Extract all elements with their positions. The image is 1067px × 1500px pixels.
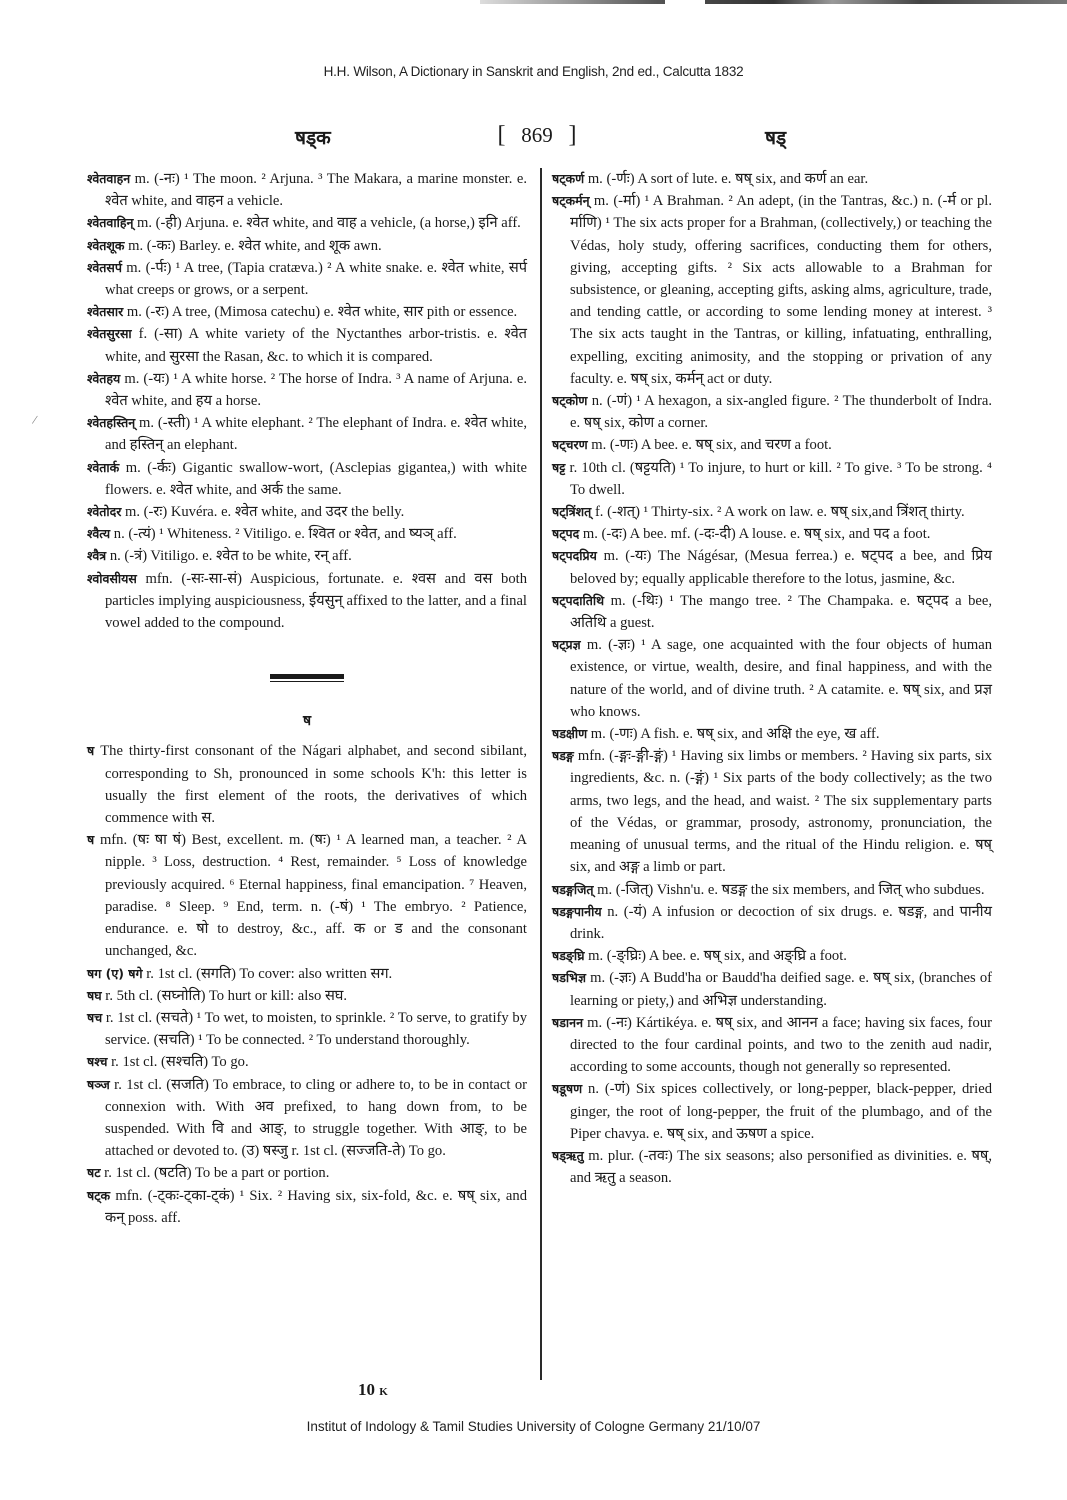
entry-headword: षट्त्रिंशत्: [552, 504, 592, 520]
entry-definition: n. (-त्रं) Vitiligo. e. श्वेत to be white, रन् aff.: [106, 548, 352, 565]
running-head-right: षड्: [765, 127, 787, 149]
dictionary-entry: [87, 1074, 527, 1163]
entry-definition: r. 1st cl. (सजति) To embrace, to cling or adhere to, to be in contact or connexion with. With अव prefixed, to hang down from, to be suspended. With वि and आङ्, to struggle together. With आङ्, to be attached or devoted to. (उ) षस्जु r. 1st cl. (सज्जति-ते) To go.: [105, 1076, 527, 1160]
bracket-open: [: [497, 122, 506, 148]
entry-definition: m. (-णः) A bee. e. षष् six, and चरण a foot.: [587, 437, 832, 454]
entry-headword: षडक्षीण: [552, 726, 588, 742]
entry-headword: श्वोवसीयस: [87, 570, 137, 586]
entry-definition: m. (-रः) A tree, (Mimosa catechu) e. श्वेत white, सार pith or essence.: [123, 304, 518, 321]
entry-headword: षघ: [87, 987, 102, 1003]
signature-number: 10: [358, 1380, 375, 1399]
dictionary-entry: [552, 545, 992, 589]
scan-edge-shadow: [480, 0, 1067, 4]
dictionary-entry: [87, 257, 527, 301]
entry-headword: षट्चरण: [552, 437, 588, 453]
dictionary-entry: [552, 457, 992, 501]
entry-headword: षच: [87, 1009, 103, 1025]
entry-definition: n. (-णं) Six spices collectively, or long-pepper, black-pepper, dried ginger, the root of long-pepper, the fruit of the plumbago, and of the Piper chavya. e. षष् six, and ऊषण a spice.: [570, 1081, 992, 1142]
entry-headword: श्वेतसुरसा: [87, 326, 132, 342]
entry-definition: m. (-कः) Barley. e. श्वेत white, and शूक awn.: [124, 237, 382, 254]
entry-headword: षडानन: [552, 1014, 584, 1030]
entry-definition: n. (-त्यं) ¹ Whiteness. ² Vitiligo. e. श्वित or श्वेत, and ष्यञ् aff.: [110, 526, 457, 543]
entry-headword: षट: [87, 1165, 101, 1181]
entry-headword: षट्कोण: [552, 393, 588, 409]
left-column: [87, 168, 527, 1229]
entry-headword: ष: [87, 832, 95, 848]
entry-headword: षडङ्गजित्: [552, 881, 594, 897]
entry-headword: श्वेतसार: [87, 304, 124, 320]
dictionary-entry: [552, 390, 992, 434]
dictionary-entry: [552, 945, 992, 967]
dictionary-entry: [552, 879, 992, 901]
entry-definition: r. 1st cl. (षटति) To be a part or portion.: [100, 1165, 330, 1182]
dictionary-entry: [552, 723, 992, 745]
entry-headword: षड्ऋतु: [552, 1147, 584, 1163]
dictionary-entry: [87, 568, 527, 635]
dictionary-entry: [552, 501, 992, 523]
entry-definition: m. (-र्पः) ¹ A tree, (Tapia cratæva.) ² A white snake. e. श्वेत white, सर्प what creeps or grows, or a serpent.: [105, 259, 527, 299]
stray-pen-mark: /: [31, 411, 39, 428]
dictionary-entry: [87, 829, 527, 962]
entry-headword: षट्कर्ण: [552, 171, 585, 186]
entry-definition: m. (-ज्ञः) ¹ A sage, one acquainted with the four objects of human existence, or virtue, wealth, desire, and final happiness, and with the nature of the world, and of divine truth. ² A catamite. e. षष् six, and प्रज्ञ who knows.: [570, 637, 992, 720]
dictionary-entry: [87, 501, 527, 523]
entry-definition: r. 10th cl. (षट्टयति) ¹ To injure, to hurt or kill. ² To give. ³ To be strong. ⁴ To dwell.: [565, 459, 992, 498]
dictionary-entry: [87, 1007, 527, 1051]
entry-definition: The thirty-first consonant of the Nágari alphabet, and second sibilant, corresponding to Sh, pronounced in some schools K'h: this letter is usually the first element of the roots, the derivatives of which commence with स.: [94, 743, 527, 827]
dictionary-entry: [87, 1162, 527, 1184]
dictionary-entry: [552, 901, 992, 945]
entry-definition: m. (-नः) ¹ The moon. ² Arjuna. ³ The Makara, a marine monster. e. श्वेत white, and वाहन a vehicle.: [105, 171, 527, 210]
entry-headword: श्वेतोदर: [87, 504, 122, 520]
dictionary-entry: [552, 434, 992, 456]
entry-definition: m. (-र्कः) Gigantic swallow-wort, (Asclepias gigantea,) with white flowers. e. श्वेत white, and अर्क the same.: [105, 459, 527, 498]
dictionary-entry: [87, 235, 527, 257]
dictionary-entry: [87, 457, 527, 501]
entry-definition: mfn. (-ट्कः-ट्का-ट्कं) ¹ Six. ² Having six, six-fold, &c. e. षष् six, and कन् poss. aff.: [105, 1187, 527, 1226]
header-citation: H.H. Wilson, A Dictionary in Sanskrit and English, 2nd ed., Calcutta 1832: [323, 64, 744, 79]
dictionary-entry: [552, 190, 992, 390]
entry-definition: n. (-णं) ¹ A hexagon, a six-angled figure. ² The thunderbolt of Indra. e. षष् six, कोण a corner.: [570, 393, 992, 432]
entry-definition: r. 1st cl. (सचते) ¹ To wet, to moisten, to sprinkle. ² To serve, to gratify by service. (सचति) ¹ To be connected. ² To understand thoroughly.: [102, 1009, 527, 1049]
entry-definition: mfn. (षः षा षं) Best, excellent. m. (षः) ¹ A learned man, a teacher. ² A nipple. ³ Loss, destruction. ⁴ Rest, remainder. ⁵ Loss of knowledge previously acquired. ⁶ Eternal happiness, final emancipation. ⁷ Heaven, paradise. ⁸ Sleep. ⁹ End, term. n. (-षं) ¹ The embryo. ² Patience, endurance. e. षो to destroy, &c., aff. क or ड and the consonant unchanged, &c.: [94, 832, 527, 960]
dictionary-entry: [552, 745, 992, 878]
entry-definition: m. plur. (-तवः) The six seasons; also personified as divinities. e. षष्, and ऋतु a season.: [570, 1147, 992, 1187]
dictionary-entry: [87, 168, 527, 212]
right-column: [552, 168, 992, 1189]
section-rule-thick: [270, 674, 344, 679]
dictionary-entry: [552, 1145, 992, 1189]
entry-definition: r. 1st cl. (सगति) To cover: also written सग.: [142, 965, 393, 982]
entry-headword: श्वेतहस्तिन्: [87, 415, 136, 431]
entry-definition: m. (-जित्) Vishn'u. e. षडङ्ग the six members, and जित् who subdues.: [593, 881, 985, 898]
page-number-value: 869: [521, 123, 553, 147]
entry-definition: m. (-थिः) ¹ The mango tree. ² The Champaka. e. षट्पद a bee, अतिथि a guest.: [570, 592, 992, 632]
entry-headword: षश्च: [87, 1054, 108, 1070]
entry-headword: षट्क: [87, 1187, 111, 1203]
dictionary-entry: [87, 523, 527, 545]
entry-definition: m. (-नः) Kártikéya. e. षष् six, and आनन a face; having six faces, four directed to the four cardinal points, and two to the zenith aud nadir, according to some accounts, though not generally so represented.: [570, 1014, 992, 1076]
dictionary-entry: [87, 545, 527, 567]
entry-headword: श्वेतवाहिन्: [87, 215, 134, 231]
dictionary-entry: [552, 523, 992, 545]
entry-headword: षग (ए) षगे: [87, 965, 143, 981]
entry-definition: m. (-ही) Arjuna. e. श्वेत white, and वाह a vehicle, (a horse,) इनि aff.: [133, 215, 521, 232]
entry-definition: f. (-शत्) ¹ Thirty-six. ² A work on law. e. षष् six,and त्रिंशत् thirty.: [591, 504, 965, 521]
dictionary-entry: [552, 168, 992, 190]
entry-definition: m. (-स्ती) ¹ A white elephant. ² The elephant of Indra. e. श्वेत white, and हस्तिन् an elephant.: [105, 415, 527, 454]
section-rule: [87, 674, 527, 682]
entry-headword: षडूषण: [552, 1081, 583, 1097]
entry-definition: m. (-ङ्घ्रिः) A bee. e. षष् six, and अङ्घ्रि a foot.: [584, 948, 847, 965]
entry-definition: m. (-णः) A fish. e. षष् six, and अक्षि the eye, ख aff.: [587, 726, 880, 743]
bracket-close: ]: [568, 122, 577, 148]
entry-headword: ष: [87, 743, 95, 759]
dictionary-entry: [87, 412, 527, 456]
dictionary-entry: [87, 985, 527, 1007]
entry-headword: श्वेतहय: [87, 370, 121, 386]
dictionary-entry: [552, 634, 992, 723]
entry-headword: श्वेतार्क: [87, 459, 120, 475]
entry-definition: mfn. (-ङ्गः-ङ्गी-ङ्गं) ¹ Having six limbs or members. ² Having six parts, six ingredients, &c. n. (-ङ्गं) ¹ Six parts of the body collectively; as the two arms, two legs, and the head, and waist. ² The six supplementary parts of the Védas, or grammar, prosody, astronomy, pronunciation, the meaning of unusual terms, and the ritual of the Hindu religion. e. षष् six, and अङ्ग a limb or part.: [570, 748, 992, 876]
dictionary-entry: [87, 963, 527, 985]
entry-headword: षट्प्रज्ञ: [552, 637, 581, 653]
entry-definition: f. (-सा) A white variety of the Nyctanthes arbor-tristis. e. श्वेत white, and सुरसा the Rasan, &c. to which it is compared.: [105, 326, 527, 365]
entry-headword: षडङ्गपानीय: [552, 903, 602, 919]
dictionary-entry: [87, 301, 527, 323]
entry-headword: षडङ्घ्रि: [552, 948, 585, 964]
entry-definition: r. 5th cl. (सघ्नोति) To hurt or kill: also सघ.: [101, 987, 348, 1004]
entry-definition: n. (-यं) A infusion or decoction of six drugs. e. षडङ्ग, and पानीय drink.: [570, 903, 992, 942]
left-entries-before-section: [87, 168, 527, 634]
entry-definition: m. (-रः) Kuvéra. e. श्वेत white, and उदर the belly.: [121, 504, 405, 521]
dictionary-entry: [87, 212, 527, 234]
dictionary-entry: [552, 1078, 992, 1145]
entry-definition: m. (-र्णः) A sort of lute. e. षष् six, and कर्ण an ear.: [584, 171, 869, 187]
scan-edge-gap: [665, 0, 705, 5]
entry-definition: m. (-यः) The Nágésar, (Mesua ferrea.) e. षट्पद a bee, and प्रिय beloved by; equally applicable therefore to the lotus, jasmine, &c.: [570, 548, 992, 587]
dictionary-entry: [87, 323, 527, 367]
entry-definition: m. (-र्मा) ¹ A Brahman. ² An adept, (in the Tantras, &c.) n. (-र्म or pl. र्माणि) ¹ The six acts proper for a Brahman, (collectively,) or teaching the Védas, holy study, offering sacrifices, conducting them for others, giving, accepting gifts. ² Six acts allowable to a Brahman for subsistence, or gleaning, accepting gifts, asking alms, agriculture, trade, and tending cattle, or according to some lending money at interest. ³ The six acts taught in the Tantras, or killing, infatuating, enthralling, expelling, exciting animosity, and the stopping or privation of any faculty. e. षष् six, कर्मन् act or duty.: [570, 193, 992, 387]
entry-headword: श्वेतशूक: [87, 237, 125, 253]
entry-definition: m. (-यः) ¹ A white horse. ² The horse of Indra. ³ A name of Arjuna. e. श्वेत white, and हय a horse.: [105, 370, 527, 410]
entry-headword: श्वेतवाहन: [87, 171, 131, 186]
left-entries-after-section: [87, 740, 527, 1228]
entry-headword: षट्कर्मन्: [552, 193, 590, 209]
signature-letter: K: [379, 1386, 388, 1398]
page-number: [482, 122, 592, 149]
section-letter: ष: [302, 713, 312, 730]
entry-headword: श्वैत्य: [87, 526, 111, 542]
dictionary-entry: [552, 967, 992, 1011]
entry-headword: षट्पदप्रिय: [552, 548, 597, 564]
entry-definition: m. (-ज्ञः) A Budd'ha or Baudd'ha deified sage. e. षष् six, (branches of learning or piety,) and अभिज्ञ understanding.: [570, 970, 992, 1009]
dictionary-entry: [552, 1012, 992, 1079]
entry-headword: षडङ्ग: [552, 748, 574, 764]
section-rule-thin: [270, 681, 344, 682]
entry-definition: mfn. (-सः-सा-सं) Auspicious, fortunate. e. श्वस and वस both particles implying auspiciousness, ईयसुन् affixed to the latter, and a final vowel added to the compound.: [105, 570, 527, 632]
entry-headword: षट्ट: [552, 459, 566, 475]
entry-headword: षञ्ज: [87, 1076, 110, 1092]
entry-headword: श्वेतसर्प: [87, 259, 122, 275]
dictionary-entry: [87, 1185, 527, 1229]
entry-headword: षडभिज्ञ: [552, 970, 586, 986]
dictionary-entry: [87, 368, 527, 412]
entry-definition: r. 1st cl. (सश्चति) To go.: [107, 1054, 249, 1071]
right-entries: [552, 168, 992, 1189]
dictionary-entry: [87, 740, 527, 829]
entry-definition: m. (-दः) A bee. mf. (-दः-दी) A louse. e. षष् six, and पद a foot.: [579, 526, 931, 543]
footer-citation: Institut of Indology & Tamil Studies University of Cologne Germany 21/10/07: [306, 1419, 761, 1434]
dictionary-entry: [87, 1051, 527, 1073]
dictionary-entry: [552, 590, 992, 634]
signature-mark: [358, 1380, 388, 1400]
entry-headword: षट्पदातिथि: [552, 592, 605, 608]
column-divider: [540, 168, 542, 1380]
entry-headword: श्वैत्र: [87, 548, 107, 564]
running-head-left: षड्क: [295, 127, 331, 149]
entry-headword: षट्पद: [552, 526, 580, 542]
